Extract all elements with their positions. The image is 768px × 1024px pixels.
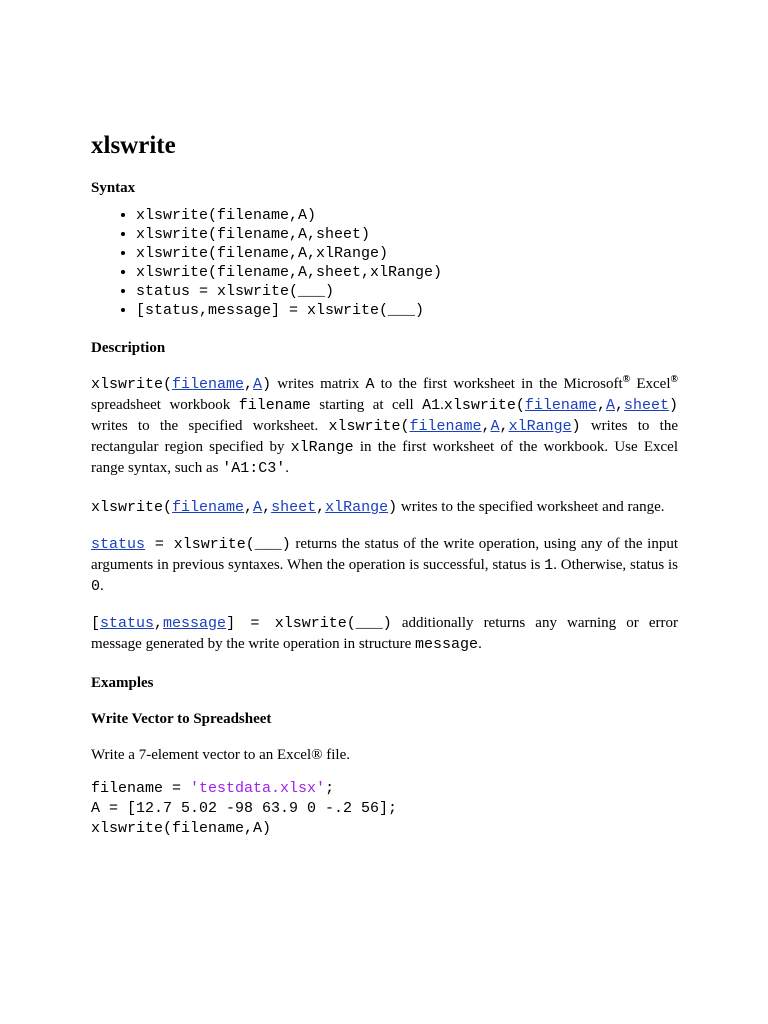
code-block: filename = 'testdata.xlsx'; A = [12.7 5.02 -98 63.9 0 -.2 56]; xlswrite(filename,A) [91, 780, 398, 837]
sheet-link[interactable]: sheet [271, 499, 317, 516]
description-heading: Description [91, 340, 166, 356]
syntax-item: • status = xlswrite(___) [136, 282, 678, 301]
xlrange-link[interactable]: xlRange [508, 418, 572, 435]
syntax-item: • [status,message] = xlswrite(___) [136, 301, 678, 320]
syntax-item: • xlswrite(filename,A) [136, 206, 678, 225]
a-link[interactable]: A [253, 376, 263, 393]
string-literal: 'testdata.xlsx' [190, 780, 326, 797]
syntax-item: • xlswrite(filename,A,sheet) [136, 225, 678, 244]
status-link[interactable]: status [100, 615, 155, 632]
status-link[interactable]: status [91, 536, 146, 553]
filename-link[interactable]: filename [524, 397, 597, 414]
a-link[interactable]: A [605, 397, 615, 414]
syntax-heading: Syntax [91, 180, 136, 196]
xlrange-link[interactable]: xlRange [325, 499, 389, 516]
description-paragraph-4: [status,message] = xlswrite(___) additionally returns any warning or error message generated by the write operation in structure message. [91, 615, 678, 653]
filename-link[interactable]: filename [409, 418, 482, 435]
description-paragraph-2: xlswrite(filename,A,sheet,xlRange) writes to the specified worksheet and range. [91, 499, 665, 516]
syntax-item: • xlswrite(filename,A,sheet,xlRange) [136, 263, 678, 282]
syntax-item: • xlswrite(filename,A,xlRange) [136, 244, 678, 263]
syntax-list [91, 206, 678, 320]
a-link[interactable]: A [253, 499, 263, 516]
a-link[interactable]: A [490, 418, 500, 435]
description-paragraph-3: status = xlswrite(___) returns the status of the write operation, using any of the input arguments in previous syntaxes. When the operation is successful, status is 1. Otherwise, status is 0. [91, 536, 678, 595]
page-title: xlswrite [91, 132, 176, 159]
example-intro: Write a 7-element vector to an Excel® file. [91, 747, 351, 763]
message-link[interactable]: message [163, 615, 227, 632]
examples-heading: Examples [91, 675, 154, 691]
document-content [91, 128, 678, 839]
filename-link[interactable]: filename [172, 376, 245, 393]
sheet-link[interactable]: sheet [623, 397, 669, 414]
filename-link[interactable]: filename [172, 499, 245, 516]
example-title: Write Vector to Spreadsheet [91, 711, 272, 727]
description-paragraph-1: xlswrite(filename,A) writes matrix A to the first worksheet in the Microsoft® Excel® spreadsheet workbook filename starting at cell A1.xlswrite(filename,A,sheet) writes to the specified worksheet. xlswrite(filename,A,xlRange) writes to the rectangular region specified by xlRange in the first worksheet of the workbook. Use Excel range syntax, such as 'A1:C3'. [91, 374, 679, 477]
